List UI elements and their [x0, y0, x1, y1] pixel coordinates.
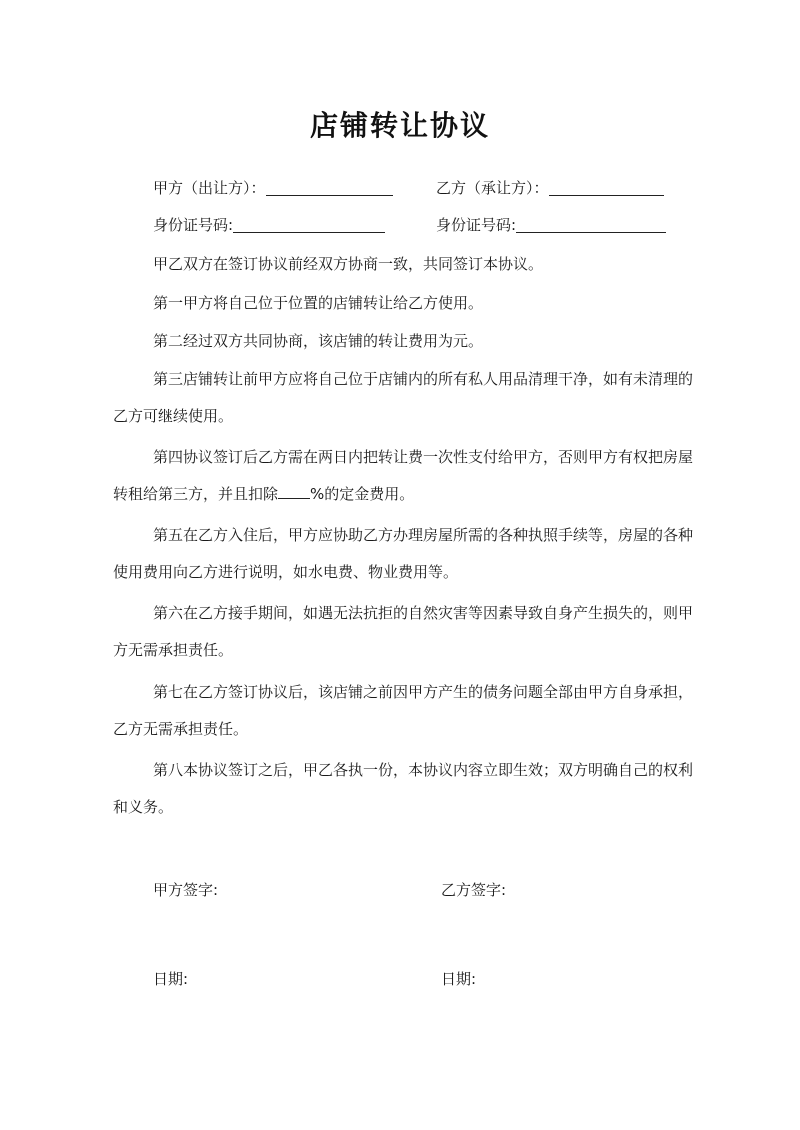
party-b-field — [436, 176, 664, 200]
clause-5: 第五在乙方入住后，甲方应协助乙方办理房屋所需的各种执照手续等，房屋的各种使用费用向乙方进行说明，如水电费、物业费用等。 — [113, 526, 694, 581]
party-a-id-blank — [233, 213, 385, 233]
party-a-id-field — [153, 213, 385, 237]
party-a-date-label: 日期: — [153, 970, 189, 988]
deposit-percent-blank — [278, 480, 310, 499]
party-b-signature-label: 乙方签字: — [441, 881, 507, 899]
clause-7: 第七在乙方签订协议后，该店铺之前因甲方产生的债务问题全部由甲方自身承担，乙方无需承担责任。 — [113, 683, 694, 738]
party-a-blank — [266, 176, 393, 196]
party-a-field — [153, 176, 393, 200]
clause-8: 第八本协议签订之后，甲乙各执一份，本协议内容立即生效；双方明确自己的权利和义务。 — [113, 761, 694, 816]
clause-2: 第二经过双方共同协商，该店铺的转让费用为元。 — [153, 332, 484, 350]
clause-3: 第三店铺转让前甲方应将自己位于店铺内的所有私人用品清理干净，如有未清理的乙方可继续使用。 — [113, 370, 694, 425]
id-number-row — [153, 213, 683, 237]
intro-paragraph: 甲乙双方在签订协议前经双方协商一致，共同签订本协议。 — [153, 255, 544, 273]
party-name-row — [153, 176, 683, 200]
party-b-date-label: 日期: — [441, 970, 477, 988]
clause-1: 第一甲方将自己位于位置的店铺转让给乙方使用。 — [153, 294, 484, 312]
clause-4-text-before: 第四协议签订后乙方需在两日内把转让费一次性支付给甲方，否则甲方有权把房屋转租给第三方，并且扣除 — [113, 448, 694, 503]
party-b-id-field — [436, 213, 666, 237]
party-b-id-label: 身份证号码: — [436, 216, 517, 234]
clause-4 — [113, 439, 693, 513]
clause-4-text-after: %的定金费用。 — [310, 485, 415, 503]
party-a-label: 甲方（出让方）： — [153, 179, 266, 197]
party-a-id-label: 身份证号码: — [153, 216, 234, 234]
document-title: 店铺转让协议 — [309, 109, 490, 142]
party-b-label: 乙方（承让方）： — [436, 179, 549, 197]
party-a-signature-label: 甲方签字: — [153, 881, 219, 899]
clause-6: 第六在乙方接手期间，如遇无法抗拒的自然灾害等因素导致自身产生损失的，则甲方无需承担责任。 — [113, 604, 694, 659]
party-b-id-blank — [516, 213, 666, 233]
party-b-blank — [549, 176, 664, 196]
